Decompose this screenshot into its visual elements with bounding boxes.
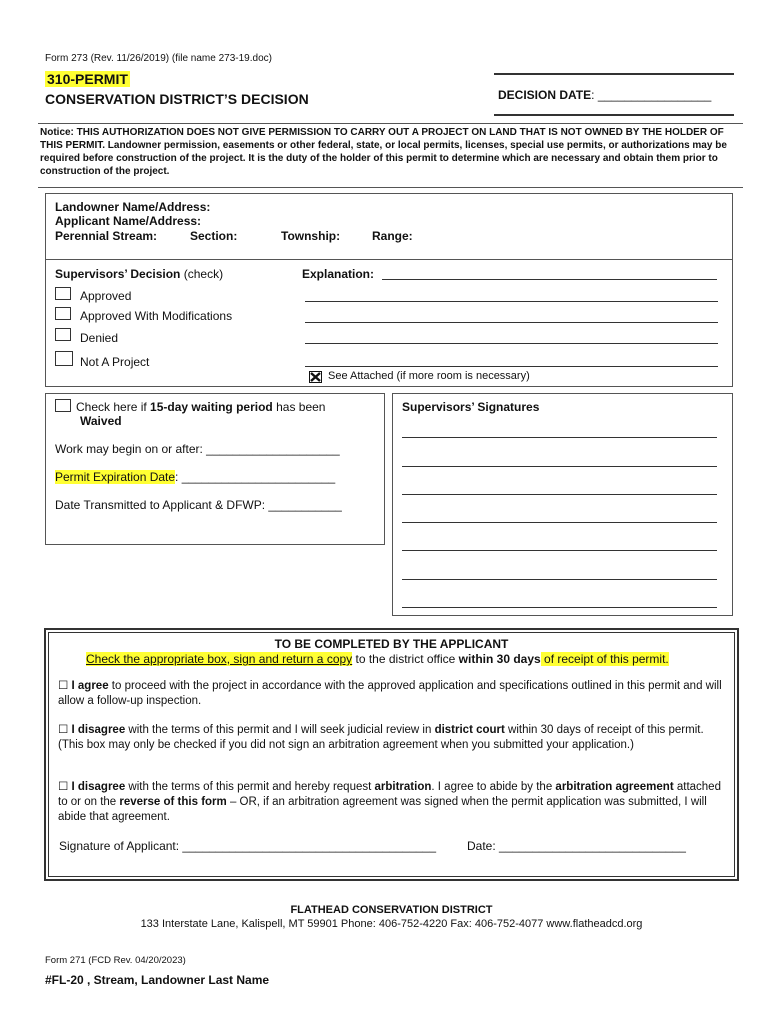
expiration-field[interactable] bbox=[55, 470, 335, 484]
disagree1-bold: I disagree bbox=[71, 724, 126, 736]
applicant-signature-field[interactable]: Signature of Applicant: ______________________________________ bbox=[59, 839, 437, 853]
signature-line-3[interactable] bbox=[402, 494, 717, 495]
signature-line-6[interactable] bbox=[402, 579, 717, 580]
waiting-prefix: Check here if bbox=[76, 400, 147, 414]
disagree-court-option[interactable] bbox=[58, 723, 728, 753]
disagree2-e: attached to or on the bbox=[58, 781, 721, 808]
explanation-line-4[interactable] bbox=[305, 343, 718, 344]
signature-line-2[interactable] bbox=[402, 466, 717, 467]
disagree2-f: reverse of this form bbox=[119, 796, 227, 808]
signatures-heading: Supervisors’ Signatures bbox=[402, 400, 540, 414]
applicant-heading: TO BE COMPLETED BY THE APPLICANT bbox=[274, 637, 509, 651]
see-attached-checkbox[interactable] bbox=[309, 370, 322, 382]
approved-modifications-checkbox[interactable] bbox=[55, 307, 71, 320]
work-begin-field[interactable]: Work may begin on or after: ____________________ bbox=[55, 442, 340, 456]
denied-checkbox[interactable] bbox=[55, 328, 71, 341]
instruction-highlight: Check the appropriate box, sign and return a copy bbox=[86, 652, 353, 666]
footer-org: FLATHEAD CONSERVATION DISTRICT bbox=[290, 904, 493, 916]
option-approved-modifications: Approved With Modifications bbox=[80, 309, 233, 323]
decision-date-top-rule bbox=[494, 73, 734, 75]
stream-label: Perennial Stream: bbox=[55, 229, 158, 243]
applicant-instruction bbox=[86, 652, 669, 666]
applicant-label: Applicant Name/Address: bbox=[55, 214, 202, 228]
file-identifier: #FL-20 , Stream, Landowner Last Name bbox=[45, 973, 270, 987]
permit-code: 310-PERMIT bbox=[47, 71, 128, 87]
explanation-label: Explanation: bbox=[302, 267, 375, 281]
explanation-line-2[interactable] bbox=[305, 301, 718, 302]
page-title: CONSERVATION DISTRICT’S DECISION bbox=[45, 91, 309, 107]
notice-top-rule bbox=[38, 123, 743, 124]
expiration-label: Permit Expiration Date bbox=[55, 470, 176, 484]
checked-x-icon bbox=[309, 371, 322, 383]
disagree2-a: with the terms of this permit and hereby request bbox=[125, 781, 375, 793]
notice-text: Notice: THIS AUTHORIZATION DOES NOT GIVE PERMISSION TO CARRY OUT A PROJECT ON LAND THAT IS NOT OWNED BY THE HOLDER OF THIS PERMIT. Landowner permission, easements or other federal, state, or local permits, licenses, special use permits, or authorizations may be required before construction of the project. It is the duty of the holder of this permit to determine which are necessary and obtain them prior to construction of the project. bbox=[40, 127, 727, 177]
decision-date-field[interactable] bbox=[498, 88, 711, 102]
footer-form-revision: Form 271 (FCD Rev. 04/20/2023) bbox=[45, 955, 186, 966]
explanation-line-5[interactable] bbox=[305, 366, 718, 367]
range-label: Range: bbox=[372, 229, 413, 243]
form-revision: Form 273 (Rev. 11/26/2019) (file name 273-19.doc) bbox=[45, 53, 272, 64]
agree-option[interactable] bbox=[58, 679, 728, 709]
section-label: Section: bbox=[190, 229, 238, 243]
decision-date-blank: _________________ bbox=[597, 88, 712, 102]
option-not-a-project: Not A Project bbox=[80, 355, 150, 369]
decision-heading bbox=[55, 267, 223, 281]
disagree1-c: within 30 days of receipt of this permit. (This box may only be checked if you did not sign an arbitration agreement when you submitted your application.) bbox=[58, 724, 704, 751]
disagree2-bold: I disagree bbox=[71, 781, 126, 793]
notice-bottom-rule bbox=[38, 187, 743, 188]
disagree2-d: arbitration agreement bbox=[555, 781, 674, 793]
disagree2-g: – OR, if an arbitration agreement was signed when the permit application was submitted, I will abide that agreement. bbox=[58, 796, 707, 823]
landowner-label: Landowner Name/Address: bbox=[55, 200, 211, 214]
decision-date-bottom-rule bbox=[494, 114, 734, 116]
transmitted-field[interactable]: Date Transmitted to Applicant & DFWP: ___________ bbox=[55, 498, 342, 512]
signature-line-5[interactable] bbox=[402, 550, 717, 551]
disagree-arbitration-checkbox-icon[interactable]: ☐ bbox=[58, 781, 69, 793]
township-label: Township: bbox=[281, 229, 341, 243]
supervisor-signatures-box bbox=[392, 393, 733, 616]
waiting-period-text bbox=[76, 400, 325, 414]
expiration-line: : _______________________ bbox=[175, 470, 336, 484]
instruction-end: of receipt of this permit. bbox=[540, 652, 669, 666]
instruction-bold: within 30 days bbox=[458, 652, 541, 666]
applicant-date-field[interactable]: Date: ____________________________ bbox=[467, 839, 686, 853]
decision-heading-text: Supervisors’ Decision bbox=[55, 267, 181, 281]
agree-text: to proceed with the project in accordance with the approved application and specifications outlined in this permit and will allow a follow-up inspection. bbox=[58, 680, 722, 707]
disagree2-b: arbitration bbox=[374, 781, 432, 793]
agree-checkbox-icon[interactable]: ☐ bbox=[58, 680, 69, 692]
option-approved: Approved bbox=[80, 289, 132, 303]
agree-bold: I agree bbox=[71, 680, 109, 692]
footer-address: 133 Interstate Lane, Kalispell, MT 59901 Phone: 406-752-4220 Fax: 406-752-4077 www.flatheadcd.org bbox=[140, 918, 643, 930]
explanation-line-1[interactable] bbox=[382, 279, 717, 280]
option-denied: Denied bbox=[80, 331, 119, 345]
disagree-court-checkbox-icon[interactable]: ☐ bbox=[58, 724, 69, 736]
waiting-period-checkbox[interactable] bbox=[55, 399, 71, 412]
waiting-suffix: has been bbox=[276, 400, 326, 414]
decision-date-label: DECISION DATE bbox=[498, 88, 592, 102]
approved-checkbox[interactable] bbox=[55, 287, 71, 300]
waiting-period-bold: 15-day waiting period bbox=[150, 400, 273, 414]
decision-heading-suffix: (check) bbox=[183, 267, 224, 281]
disagree1-b: district court bbox=[434, 724, 505, 736]
signature-line-4[interactable] bbox=[402, 522, 717, 523]
disagree2-c: . I agree to abide by the bbox=[431, 781, 556, 793]
not-a-project-checkbox[interactable] bbox=[55, 351, 73, 366]
signature-line-1[interactable] bbox=[402, 437, 717, 438]
decision-date-sep: : bbox=[591, 88, 595, 102]
explanation-line-3[interactable] bbox=[305, 322, 718, 323]
signature-line-7[interactable] bbox=[402, 607, 717, 608]
instruction-mid: to the district office bbox=[352, 652, 459, 666]
disagree-arbitration-option[interactable] bbox=[58, 780, 728, 825]
waived-label: Waived bbox=[80, 414, 122, 428]
see-attached-note: See Attached (if more room is necessary) bbox=[328, 370, 530, 382]
disagree1-a: with the terms of this permit and I will seek judicial review in bbox=[125, 724, 435, 736]
